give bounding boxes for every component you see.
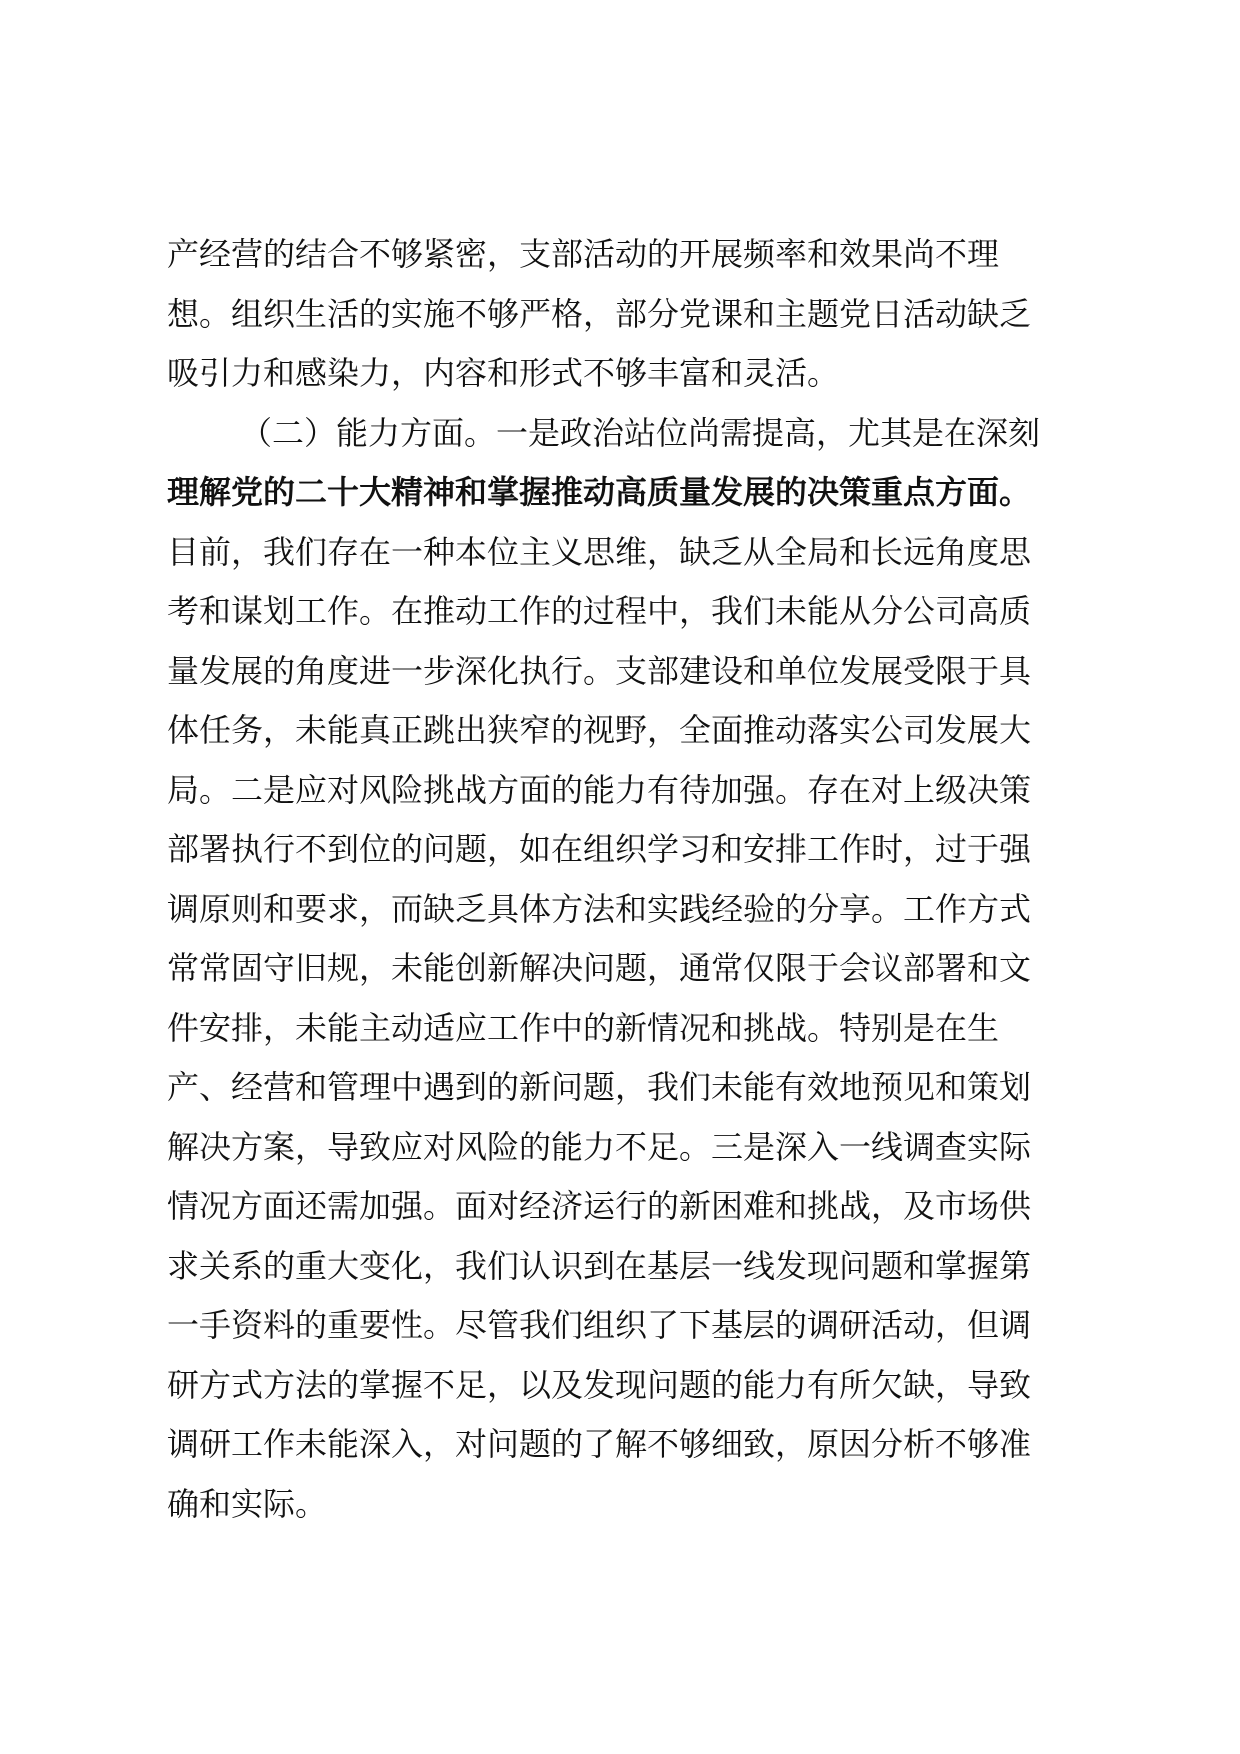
text-line: 调研工作未能深入，对问题的了解不够细致，原因分析不够准 bbox=[167, 1425, 1032, 1463]
text-line: 解决方案，导致应对风险的能力不足。三是深入一线调查实际 bbox=[167, 1127, 1032, 1166]
text-line: 目前，我们存在一种本位主义思维，缺乏从全局和长远角度思 bbox=[167, 532, 1032, 571]
body-text bbox=[167, 225, 1077, 1534]
text-line: 确和实际。 bbox=[167, 1484, 328, 1523]
text-line: 吸引力和感染力，内容和形式不够丰富和灵活。 bbox=[167, 354, 840, 392]
text-line: 常常固守旧规，未能创新解决问题，通常仅限于会议部署和文 bbox=[167, 949, 1032, 987]
text-line: 求关系的重大变化，我们认识到在基层一线发现问题和掌握第 bbox=[167, 1246, 1032, 1285]
text-line: 考和谋划工作。在推动工作的过程中，我们未能从分公司高质 bbox=[167, 592, 1032, 630]
text-line: 想。组织生活的实施不够严格，部分党课和主题党日活动缺乏 bbox=[167, 294, 1032, 333]
text-line: 量发展的角度进一步深化执行。支部建设和单位发展受限于具 bbox=[167, 651, 1032, 690]
text-line: 研方式方法的掌握不足，以及发现问题的能力有所欠缺，导致 bbox=[167, 1365, 1032, 1404]
text-line: 局。二是应对风险挑战方面的能力有待加强。存在对上级决策 bbox=[167, 770, 1032, 809]
text-line: 产、经营和管理中遇到的新问题，我们未能有效地预见和策划 bbox=[167, 1068, 1032, 1106]
text-line: 情况方面还需加强。面对经济运行的新困难和挑战，及市场供 bbox=[167, 1187, 1032, 1225]
text-line: 一手资料的重要性。尽管我们组织了下基层的调研活动，但调 bbox=[167, 1306, 1032, 1344]
text-line: 件安排，未能主动适应工作中的新情况和挑战。特别是在生 bbox=[167, 1008, 1000, 1047]
text-line: 体任务，未能真正跳出狭窄的视野，全面推动落实公司发展大 bbox=[167, 711, 1032, 749]
text-line: 产经营的结合不够紧密，支部活动的开展频率和效果尚不理 bbox=[167, 235, 1000, 273]
text-line: 部署执行不到位的问题，如在组织学习和安排工作时，过于强 bbox=[167, 830, 1032, 868]
text-line: 理解党的二十大精神和掌握推动高质量发展的决策重点方面。 bbox=[167, 473, 1032, 511]
section-heading-line: （二）能力方面。一是政治站位尚需提高，尤其是在深刻 bbox=[240, 413, 1041, 452]
text-line: 调原则和要求，而缺乏具体方法和实践经验的分享。工作方式 bbox=[167, 889, 1032, 928]
